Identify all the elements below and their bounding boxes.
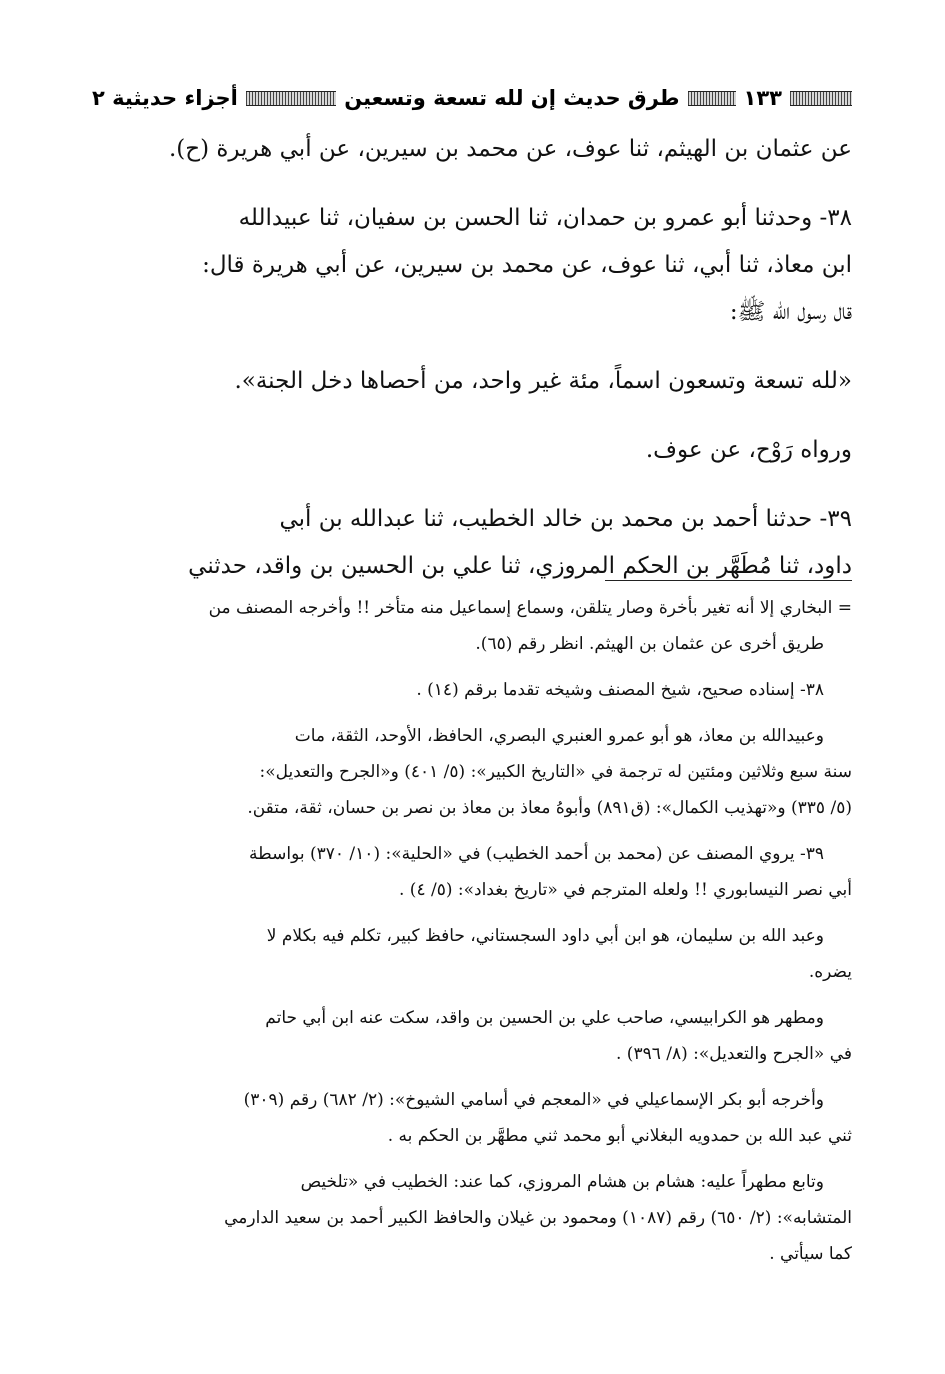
book-title: أجزاء حديثية ٢	[92, 86, 238, 110]
footnote-line: ومطهر هو الكرابيسي، صاحب علي بن الحسين بن واقد، سكت عنه ابن أبي حاتم	[265, 1008, 824, 1028]
text-line: داود، ثنا مُطَهَّر بن الحكم المروزي، ثنا علي بن الحسين بن واقد، حدثني	[188, 553, 852, 579]
footnote-line: (٥/ ٣٣٥) و«تهذيب الكمال»: (ق٨٩١) وأبوهُ معاذ بن معاذ بن نصر بن حسان، ثقة، متقن.	[247, 798, 852, 818]
footnote-line: المتشابه»: (٢/ ٦٥٠) رقم (١٠٨٧) ومحمود بن غيلان والحافظ الكبير أحمد بن سعيد الدارمي	[224, 1208, 852, 1228]
footnote-separator	[605, 580, 852, 581]
footnote-line: في «الجرح والتعديل»: (٨/ ٣٩٦) .	[615, 1044, 852, 1064]
header-ornament-bar	[790, 91, 852, 106]
footnote-line: يضره.	[808, 962, 852, 982]
header-ornament-bar	[246, 91, 336, 106]
footnote-line: طريق أخرى عن عثمان بن الهيثم. انظر رقم (٦٥).	[475, 634, 824, 654]
footnote-line: وأخرجه أبو بكر الإسماعيلي في «المعجم في أسامي الشيوخ»: (٢/ ٦٨٢) رقم (٣٠٩)	[243, 1090, 824, 1110]
text-line: ٣٩- حدثنا أحمد بن محمد بن خالد الخطيب، ثنا عبدالله بن أبي	[279, 506, 852, 532]
footnote-line: سنة سبع وثلاثين ومئتين له ترجمة في «التاريخ الكبير»: (٥/ ٤٠١) و«الجرح والتعديل»:	[259, 762, 852, 782]
hadith-text: «لله تسعة وتسعون اسماً، مئة غير واحد، من أحصاها دخل الجنة».	[234, 368, 852, 394]
text-line: ٣٨- وحدثنا أبو عمرو بن حمدان، ثنا الحسن بن سفيان، ثنا عبيدالله	[238, 205, 852, 231]
page-number: ١٣٣	[743, 86, 782, 110]
footnote-39: ٣٩- يروي المصنف عن (محمد بن أحمد الخطيب) في «الحلية»: (١٠/ ٣٧٠) بواسطة	[249, 844, 824, 864]
text-line: ابن معاذ، ثنا أبي، ثنا عوف، عن محمد بن سيرين، عن أبي هريرة قال:	[202, 252, 852, 278]
footnote-line: أبي نصر النيسابوري !! ولعله المترجم في «تاريخ بغداد»: (٥/ ٤) .	[398, 880, 852, 900]
footnote-line: وتابع مطهراً عليه: هشام بن هشام المروزي، كما عند: الخطيب في «تلخيص	[300, 1172, 824, 1192]
footnotes	[92, 590, 852, 1272]
main-text	[92, 126, 852, 590]
running-header	[92, 76, 852, 120]
footnote-line: ثني عبد الله بن حمدويه البغلاني أبو محمد ثني مطهَّر بن الحكم به .	[387, 1126, 852, 1146]
footnote-line: وعبد الله بن سليمان، هو ابن أبي داود السجستاني، حافظ كبير، تكلم فيه بكلام لا	[266, 926, 824, 946]
header-ornament-bar	[688, 91, 736, 106]
footnote-line: وعبيدالله بن معاذ، هو أبو عمرو العنبري البصري، الحافظ، الأوحد، الثقة، مات	[294, 726, 824, 746]
part-title: طرق حديث إن لله تسعة وتسعين	[344, 86, 680, 110]
footnote-line: = البخاري إلا أنه تغير بأخرة وصار يتلقن، وسماع إسماعيل منه متأخر !! وأخرجه المصنف من	[208, 598, 852, 618]
footnote-line: كما سيأتي .	[769, 1244, 852, 1264]
text-line: عن عثمان بن الهيثم، ثنا عوف، عن محمد بن سيرين، عن أبي هريرة (ح).	[168, 136, 852, 162]
footnote-38: ٣٨- إسناده صحيح، شيخ المصنف وشيخه تقدما برقم (١٤) .	[416, 680, 824, 700]
text-line: قال رسول الله ﷺ:	[729, 299, 852, 325]
text-line: ورواه رَوْح، عن عوف.	[645, 437, 852, 463]
